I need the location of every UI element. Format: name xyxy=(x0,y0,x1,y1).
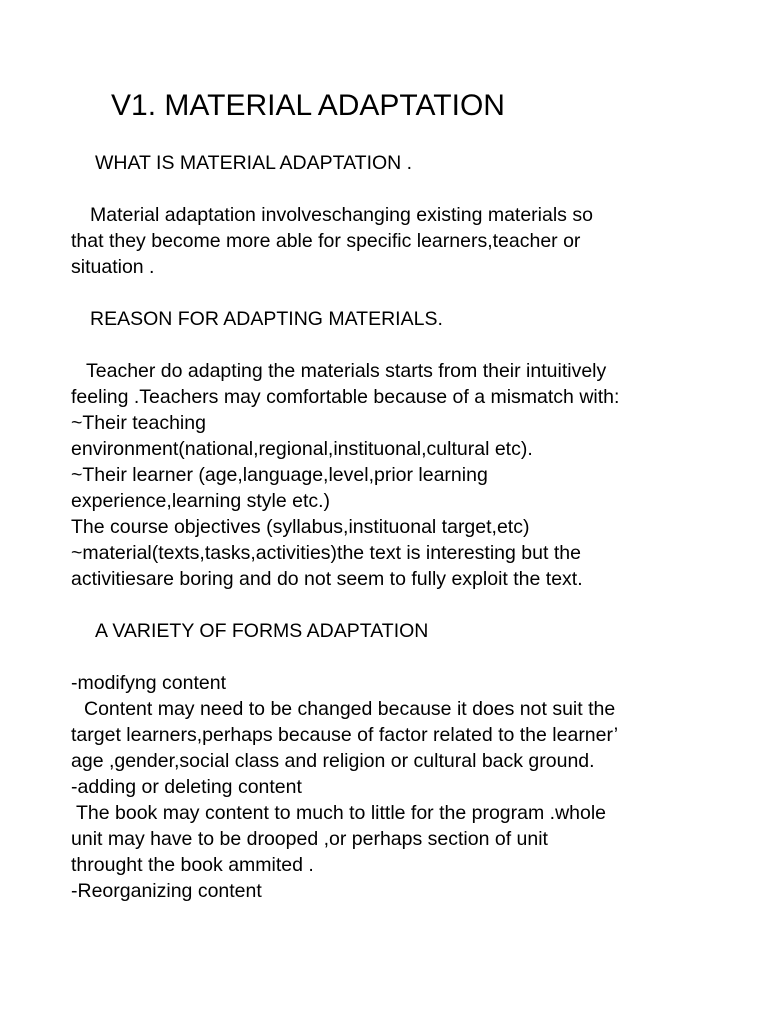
reason-line-9: activitiesare boring and do not seem to fully exploit the text. xyxy=(71,568,583,590)
reason-line-5: ~Their learner (age,language,level,prior learning xyxy=(71,464,488,486)
heading-what-is-material-adaptation: WHAT IS MATERIAL ADAPTATION . xyxy=(95,152,413,174)
definition-line-3: situation . xyxy=(71,256,155,278)
reason-line-2: feeling .Teachers may comfortable because of a mismatch with: xyxy=(71,386,620,408)
forms-line-2: Content may need to be changed because it does not suit the xyxy=(84,698,616,720)
reason-line-8: ~material(texts,tasks,activities)the text is interesting but the xyxy=(71,542,581,564)
heading-reason-for-adapting: REASON FOR ADAPTING MATERIALS. xyxy=(90,308,443,330)
forms-line-8: throught the book ammited . xyxy=(71,854,314,876)
reason-line-1: Teacher do adapting the materials starts from their intuitively xyxy=(86,360,607,382)
reason-line-7: The course objectives (syllabus,instituonal target,etc) xyxy=(71,516,530,538)
reason-line-6: experience,learning style etc.) xyxy=(71,490,331,512)
forms-line-9: -Reorganizing content xyxy=(71,880,262,902)
forms-line-1: -modifyng content xyxy=(71,672,227,694)
reason-line-3: ~Their teaching xyxy=(71,412,206,434)
definition-line-2: that they become more able for specific learners,teacher or xyxy=(71,230,581,252)
document-title: V1. MATERIAL ADAPTATION xyxy=(111,89,505,122)
definition-line-1: Material adaptation involveschanging existing materials so xyxy=(90,204,593,226)
heading-variety-of-forms: A VARIETY OF FORMS ADAPTATION xyxy=(95,620,429,642)
forms-line-5: -adding or deleting content xyxy=(71,776,302,798)
forms-line-4: age ,gender,social class and religion or cultural back ground. xyxy=(71,750,595,772)
forms-line-3: target learners,perhaps because of factor related to the learner’ xyxy=(71,724,619,746)
reason-line-4: environment(national,regional,instituonal,cultural etc). xyxy=(71,438,533,460)
forms-line-7: unit may have to be drooped ,or perhaps section of unit xyxy=(71,828,548,850)
forms-line-6: The book may content to much to little for the program .whole xyxy=(76,802,607,824)
